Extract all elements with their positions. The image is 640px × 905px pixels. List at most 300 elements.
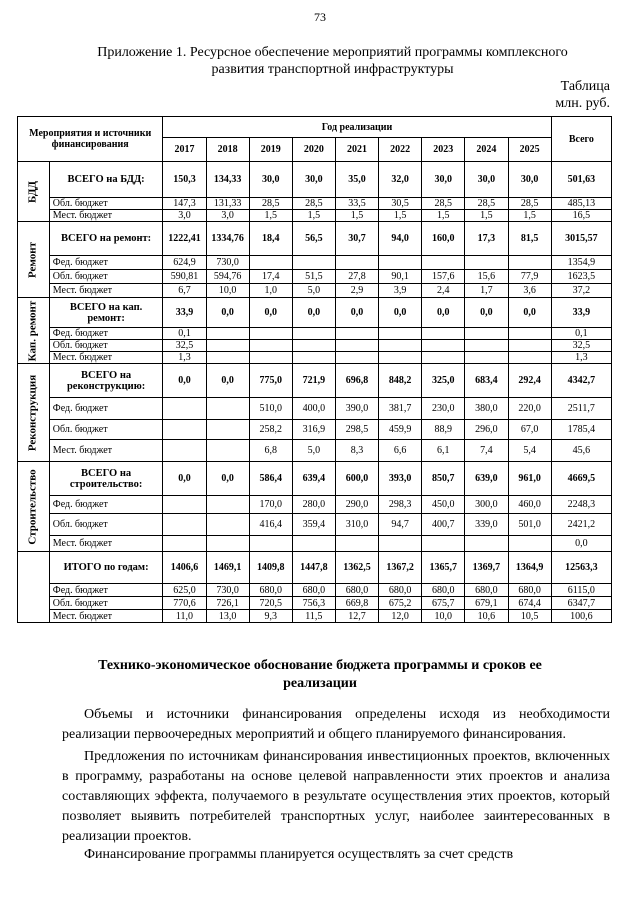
value-cell: [465, 340, 508, 352]
value-cell: 2,9: [335, 284, 378, 298]
value-cell: 0,0: [465, 298, 508, 328]
value-cell: [422, 328, 465, 340]
value-cell: 10,5: [508, 610, 551, 623]
value-cell: [379, 536, 422, 552]
value-cell: 13,0: [206, 610, 249, 623]
value-cell: [249, 328, 292, 340]
section-total-row: [18, 298, 612, 328]
value-cell: [335, 352, 378, 364]
value-cell: [163, 496, 206, 514]
value-cell: [508, 256, 551, 270]
value-cell: 1,0: [249, 284, 292, 298]
header-year-group: Год реализации: [163, 117, 551, 138]
value-cell: 639,4: [292, 462, 335, 496]
value-cell: 0,0: [379, 298, 422, 328]
header-year: 2017: [163, 138, 206, 162]
value-cell: 292,4: [508, 364, 551, 398]
value-cell: 1362,5: [335, 552, 378, 584]
source-label: Обл. бюджет: [49, 198, 163, 210]
source-label: Обл. бюджет: [49, 420, 163, 440]
value-cell: 679,1: [465, 597, 508, 610]
value-cell: [292, 352, 335, 364]
value-cell: [508, 328, 551, 340]
value-cell: 10,0: [206, 284, 249, 298]
value-cell: 680,0: [379, 584, 422, 597]
value-cell: 2511,7: [551, 398, 611, 420]
value-cell: 12563,3: [551, 552, 611, 584]
value-cell: [379, 340, 422, 352]
page-number: 73: [314, 10, 326, 24]
header-year: 2024: [465, 138, 508, 162]
section-total-row: [18, 162, 612, 198]
paragraph-1: Объемы и источники финансирования определены исходя из необходимости реализации первоочередных мероприятий и общего планируемого финансирования.: [62, 707, 610, 742]
source-label: Мест. бюджет: [49, 210, 163, 222]
value-cell: 594,76: [206, 270, 249, 284]
value-cell: 730,0: [206, 256, 249, 270]
value-cell: 5,4: [508, 440, 551, 462]
value-cell: 10,6: [465, 610, 508, 623]
value-cell: 359,4: [292, 514, 335, 536]
value-cell: 32,0: [379, 162, 422, 198]
value-cell: [422, 352, 465, 364]
table-row: [18, 340, 612, 352]
value-cell: 721,9: [292, 364, 335, 398]
value-cell: 296,0: [465, 420, 508, 440]
value-cell: 1447,8: [292, 552, 335, 584]
section-name: Ремонт: [26, 241, 39, 278]
value-cell: 30,0: [422, 162, 465, 198]
table-row: [18, 496, 612, 514]
value-cell: 381,7: [379, 398, 422, 420]
table-row: [18, 536, 612, 552]
value-cell: 459,9: [379, 420, 422, 440]
value-cell: 51,5: [292, 270, 335, 284]
value-cell: 1,7: [465, 284, 508, 298]
value-cell: 0,0: [335, 298, 378, 328]
source-label: Фед. бюджет: [49, 584, 163, 597]
value-cell: 848,2: [379, 364, 422, 398]
value-cell: 28,5: [249, 198, 292, 210]
value-cell: 1364,9: [508, 552, 551, 584]
value-cell: 683,4: [465, 364, 508, 398]
paragraph-3: Финансирование программы планируется осуществлять за счет средств: [84, 847, 514, 862]
value-cell: 30,0: [465, 162, 508, 198]
value-cell: [206, 340, 249, 352]
header-year: 2022: [379, 138, 422, 162]
value-cell: [206, 496, 249, 514]
value-cell: 56,5: [292, 222, 335, 256]
value-cell: 639,0: [465, 462, 508, 496]
value-cell: 400,0: [292, 398, 335, 420]
source-label: Фед. бюджет: [49, 398, 163, 420]
value-cell: 7,4: [465, 440, 508, 462]
table-row: [18, 610, 612, 623]
value-cell: [508, 352, 551, 364]
value-cell: [379, 256, 422, 270]
value-cell: 28,5: [422, 198, 465, 210]
value-cell: 1367,2: [379, 552, 422, 584]
value-cell: 961,0: [508, 462, 551, 496]
section-total-label: ВСЕГО на кап. ремонт:: [49, 298, 163, 328]
value-cell: 6,7: [163, 284, 206, 298]
section-total-row: [18, 462, 612, 496]
value-cell: 45,6: [551, 440, 611, 462]
value-cell: 625,0: [163, 584, 206, 597]
table-row: [18, 514, 612, 536]
section-total-label: ВСЕГО на строительство:: [49, 462, 163, 496]
value-cell: 157,6: [422, 270, 465, 284]
value-cell: 2421,2: [551, 514, 611, 536]
value-cell: 6,8: [249, 440, 292, 462]
value-cell: 32,5: [551, 340, 611, 352]
source-label: Обл. бюджет: [49, 270, 163, 284]
value-cell: 12,7: [335, 610, 378, 623]
value-cell: [249, 256, 292, 270]
value-cell: [465, 536, 508, 552]
value-cell: 460,0: [508, 496, 551, 514]
value-cell: 726,1: [206, 597, 249, 610]
value-cell: [422, 256, 465, 270]
source-label: Мест. бюджет: [49, 284, 163, 298]
value-cell: 131,33: [206, 198, 249, 210]
value-cell: [335, 536, 378, 552]
value-cell: 170,0: [249, 496, 292, 514]
value-cell: 77,9: [508, 270, 551, 284]
value-cell: 3,0: [163, 210, 206, 222]
value-cell: 1623,5: [551, 270, 611, 284]
value-cell: [292, 536, 335, 552]
value-cell: 32,5: [163, 340, 206, 352]
value-cell: 0,0: [206, 462, 249, 496]
title-line-2: развития транспортной инфраструктуры: [211, 62, 454, 77]
value-cell: [292, 340, 335, 352]
value-cell: 316,9: [292, 420, 335, 440]
value-cell: 510,0: [249, 398, 292, 420]
value-cell: 1354,9: [551, 256, 611, 270]
value-cell: 160,0: [422, 222, 465, 256]
value-cell: 290,0: [335, 496, 378, 514]
header-year: 2019: [249, 138, 292, 162]
value-cell: 33,9: [163, 298, 206, 328]
header-year: 2023: [422, 138, 465, 162]
value-cell: 680,0: [422, 584, 465, 597]
funding-table: [17, 116, 612, 623]
value-cell: 6347,7: [551, 597, 611, 610]
source-label: Фед. бюджет: [49, 256, 163, 270]
value-cell: 30,5: [379, 198, 422, 210]
header-col1: Мероприятия и источники финансирования: [18, 117, 163, 162]
value-cell: 4342,7: [551, 364, 611, 398]
title-line-1: Приложение 1. Ресурсное обеспечение мероприятий программы комплексного: [97, 45, 568, 60]
table-row: [18, 584, 612, 597]
value-cell: [465, 256, 508, 270]
value-cell: 28,5: [465, 198, 508, 210]
value-cell: 5,0: [292, 440, 335, 462]
section-name-cell: [18, 222, 50, 298]
value-cell: [422, 536, 465, 552]
value-cell: 3,6: [508, 284, 551, 298]
value-cell: 0,0: [292, 298, 335, 328]
value-cell: 680,0: [292, 584, 335, 597]
source-label: Фед. бюджет: [49, 496, 163, 514]
value-cell: 680,0: [465, 584, 508, 597]
unit-label: млн. руб.: [555, 96, 610, 111]
table-row: [18, 256, 612, 270]
value-cell: [335, 340, 378, 352]
header-year: 2020: [292, 138, 335, 162]
section-name: БДД: [26, 180, 39, 203]
value-cell: 0,1: [551, 328, 611, 340]
value-cell: [292, 256, 335, 270]
value-cell: 147,3: [163, 198, 206, 210]
value-cell: 2248,3: [551, 496, 611, 514]
value-cell: 1,5: [508, 210, 551, 222]
value-cell: 1469,1: [206, 552, 249, 584]
table-row: [18, 440, 612, 462]
table-row: [18, 328, 612, 340]
value-cell: 6,6: [379, 440, 422, 462]
value-cell: 501,0: [508, 514, 551, 536]
value-cell: 134,33: [206, 162, 249, 198]
section-total-label: ВСЕГО на БДД:: [49, 162, 163, 198]
value-cell: [163, 398, 206, 420]
value-cell: 12,0: [379, 610, 422, 623]
value-cell: 18,4: [249, 222, 292, 256]
value-cell: 17,4: [249, 270, 292, 284]
table-row: [18, 352, 612, 364]
table-row: [18, 210, 612, 222]
value-cell: [292, 328, 335, 340]
value-cell: 0,0: [422, 298, 465, 328]
header-year: 2021: [335, 138, 378, 162]
value-cell: 1406,6: [163, 552, 206, 584]
value-cell: 37,2: [551, 284, 611, 298]
value-cell: 100,6: [551, 610, 611, 623]
value-cell: 1222,41: [163, 222, 206, 256]
value-cell: 325,0: [422, 364, 465, 398]
value-cell: [465, 352, 508, 364]
section-name-cell: [18, 298, 50, 364]
value-cell: 28,5: [508, 198, 551, 210]
value-cell: 2,4: [422, 284, 465, 298]
table-row: [18, 284, 612, 298]
source-label: Обл. бюджет: [49, 597, 163, 610]
table-row: [18, 198, 612, 210]
value-cell: 17,3: [465, 222, 508, 256]
value-cell: 1369,7: [465, 552, 508, 584]
value-cell: [249, 352, 292, 364]
value-cell: 35,0: [335, 162, 378, 198]
source-label: Обл. бюджет: [49, 514, 163, 536]
value-cell: 730,0: [206, 584, 249, 597]
paragraph-2: Предложения по источникам финансирования инвестиционных проектов, включенных в программу, разработаны на основе целевой направленности этих проектов и анализа составляющих эффекта, получаемого в результате осуществления этих проектов, который позволяет выявить потребителей транспортных услуг, наиболее заинтересованных в реализации проектов.: [62, 749, 610, 844]
value-cell: 1785,4: [551, 420, 611, 440]
value-cell: 680,0: [508, 584, 551, 597]
value-cell: 380,0: [465, 398, 508, 420]
value-cell: 90,1: [379, 270, 422, 284]
table-row: [18, 420, 612, 440]
value-cell: 0,0: [163, 364, 206, 398]
value-cell: 4669,5: [551, 462, 611, 496]
value-cell: 1,3: [163, 352, 206, 364]
value-cell: 30,0: [292, 162, 335, 198]
value-cell: 11,5: [292, 610, 335, 623]
value-cell: [206, 398, 249, 420]
value-cell: 720,5: [249, 597, 292, 610]
value-cell: 10,0: [422, 610, 465, 623]
value-cell: 393,0: [379, 462, 422, 496]
value-cell: [379, 352, 422, 364]
value-cell: [422, 340, 465, 352]
value-cell: 0,0: [249, 298, 292, 328]
value-cell: 450,0: [422, 496, 465, 514]
value-cell: 16,5: [551, 210, 611, 222]
value-cell: 230,0: [422, 398, 465, 420]
value-cell: 0,0: [206, 298, 249, 328]
value-cell: 298,3: [379, 496, 422, 514]
table-row: [18, 398, 612, 420]
value-cell: [206, 514, 249, 536]
value-cell: 775,0: [249, 364, 292, 398]
value-cell: 1,3: [551, 352, 611, 364]
value-cell: 390,0: [335, 398, 378, 420]
value-cell: 590,81: [163, 270, 206, 284]
value-cell: 756,3: [292, 597, 335, 610]
value-cell: [206, 440, 249, 462]
header-total: Всего: [551, 117, 611, 162]
value-cell: 8,3: [335, 440, 378, 462]
header-year: 2025: [508, 138, 551, 162]
value-cell: 30,7: [335, 222, 378, 256]
value-cell: 3015,57: [551, 222, 611, 256]
section-total-row: [18, 364, 612, 398]
source-label: Фед. бюджет: [49, 328, 163, 340]
section-total-label: ВСЕГО на ремонт:: [49, 222, 163, 256]
value-cell: 416,4: [249, 514, 292, 536]
value-cell: [163, 536, 206, 552]
value-cell: [163, 514, 206, 536]
value-cell: [335, 256, 378, 270]
value-cell: 600,0: [335, 462, 378, 496]
section-total-label: ВСЕГО на реконструкцию:: [49, 364, 163, 398]
document-title: [40, 44, 625, 78]
value-cell: [206, 420, 249, 440]
value-cell: 674,4: [508, 597, 551, 610]
value-cell: 30,0: [249, 162, 292, 198]
table-row: [18, 597, 612, 610]
value-cell: 33,9: [551, 298, 611, 328]
value-cell: 3,0: [206, 210, 249, 222]
section-name: Кап. ремонт: [26, 300, 39, 361]
value-cell: 11,0: [163, 610, 206, 623]
value-cell: [206, 352, 249, 364]
value-cell: 1409,8: [249, 552, 292, 584]
value-cell: [249, 536, 292, 552]
value-cell: 850,7: [422, 462, 465, 496]
value-cell: [163, 420, 206, 440]
value-cell: 680,0: [335, 584, 378, 597]
value-cell: 33,5: [335, 198, 378, 210]
grand-total-row: [18, 552, 612, 584]
table-row: [18, 270, 612, 284]
value-cell: 339,0: [465, 514, 508, 536]
section-name-cell: [18, 364, 50, 462]
value-cell: 258,2: [249, 420, 292, 440]
value-cell: 81,5: [508, 222, 551, 256]
value-cell: 27,8: [335, 270, 378, 284]
section-heading: Технико-экономическое обоснование бюджета программы и сроков ее реализации: [98, 658, 542, 691]
value-cell: 675,7: [422, 597, 465, 610]
value-cell: 675,2: [379, 597, 422, 610]
value-cell: 88,9: [422, 420, 465, 440]
value-cell: 0,0: [551, 536, 611, 552]
value-cell: [379, 328, 422, 340]
value-cell: 485,13: [551, 198, 611, 210]
value-cell: 501,63: [551, 162, 611, 198]
value-cell: 15,6: [465, 270, 508, 284]
value-cell: 150,3: [163, 162, 206, 198]
value-cell: 6115,0: [551, 584, 611, 597]
value-cell: 669,8: [335, 597, 378, 610]
value-cell: [465, 328, 508, 340]
value-cell: 298,5: [335, 420, 378, 440]
value-cell: [249, 340, 292, 352]
value-cell: 30,0: [508, 162, 551, 198]
value-cell: 0,0: [163, 462, 206, 496]
value-cell: [206, 536, 249, 552]
value-cell: 94,7: [379, 514, 422, 536]
value-cell: 0,0: [206, 364, 249, 398]
value-cell: 67,0: [508, 420, 551, 440]
section-name: Реконструкция: [26, 374, 39, 451]
value-cell: 770,6: [163, 597, 206, 610]
value-cell: 5,0: [292, 284, 335, 298]
source-label: Мест. бюджет: [49, 536, 163, 552]
value-cell: 1365,7: [422, 552, 465, 584]
value-cell: 1,5: [379, 210, 422, 222]
value-cell: [508, 536, 551, 552]
value-cell: 680,0: [249, 584, 292, 597]
value-cell: [508, 340, 551, 352]
value-cell: 1334,76: [206, 222, 249, 256]
value-cell: 28,5: [292, 198, 335, 210]
value-cell: 400,7: [422, 514, 465, 536]
section-name-cell: [18, 162, 50, 222]
value-cell: 6,1: [422, 440, 465, 462]
value-cell: 310,0: [335, 514, 378, 536]
value-cell: 1,5: [422, 210, 465, 222]
value-cell: 280,0: [292, 496, 335, 514]
value-cell: 1,5: [292, 210, 335, 222]
section-name-cell: [18, 462, 50, 552]
source-label: Мест. бюджет: [49, 440, 163, 462]
value-cell: 94,0: [379, 222, 422, 256]
section-total-row: [18, 222, 612, 256]
value-cell: 586,4: [249, 462, 292, 496]
value-cell: 1,5: [335, 210, 378, 222]
value-cell: 300,0: [465, 496, 508, 514]
section-name: Строительство: [26, 468, 39, 545]
value-cell: 1,5: [465, 210, 508, 222]
value-cell: 696,8: [335, 364, 378, 398]
source-label: Обл. бюджет: [49, 340, 163, 352]
grand-total-label: ИТОГО по годам:: [49, 552, 163, 584]
source-label: Мест. бюджет: [49, 610, 163, 623]
value-cell: [335, 328, 378, 340]
value-cell: 1,5: [249, 210, 292, 222]
header-year: 2018: [206, 138, 249, 162]
source-label: Мест. бюджет: [49, 352, 163, 364]
